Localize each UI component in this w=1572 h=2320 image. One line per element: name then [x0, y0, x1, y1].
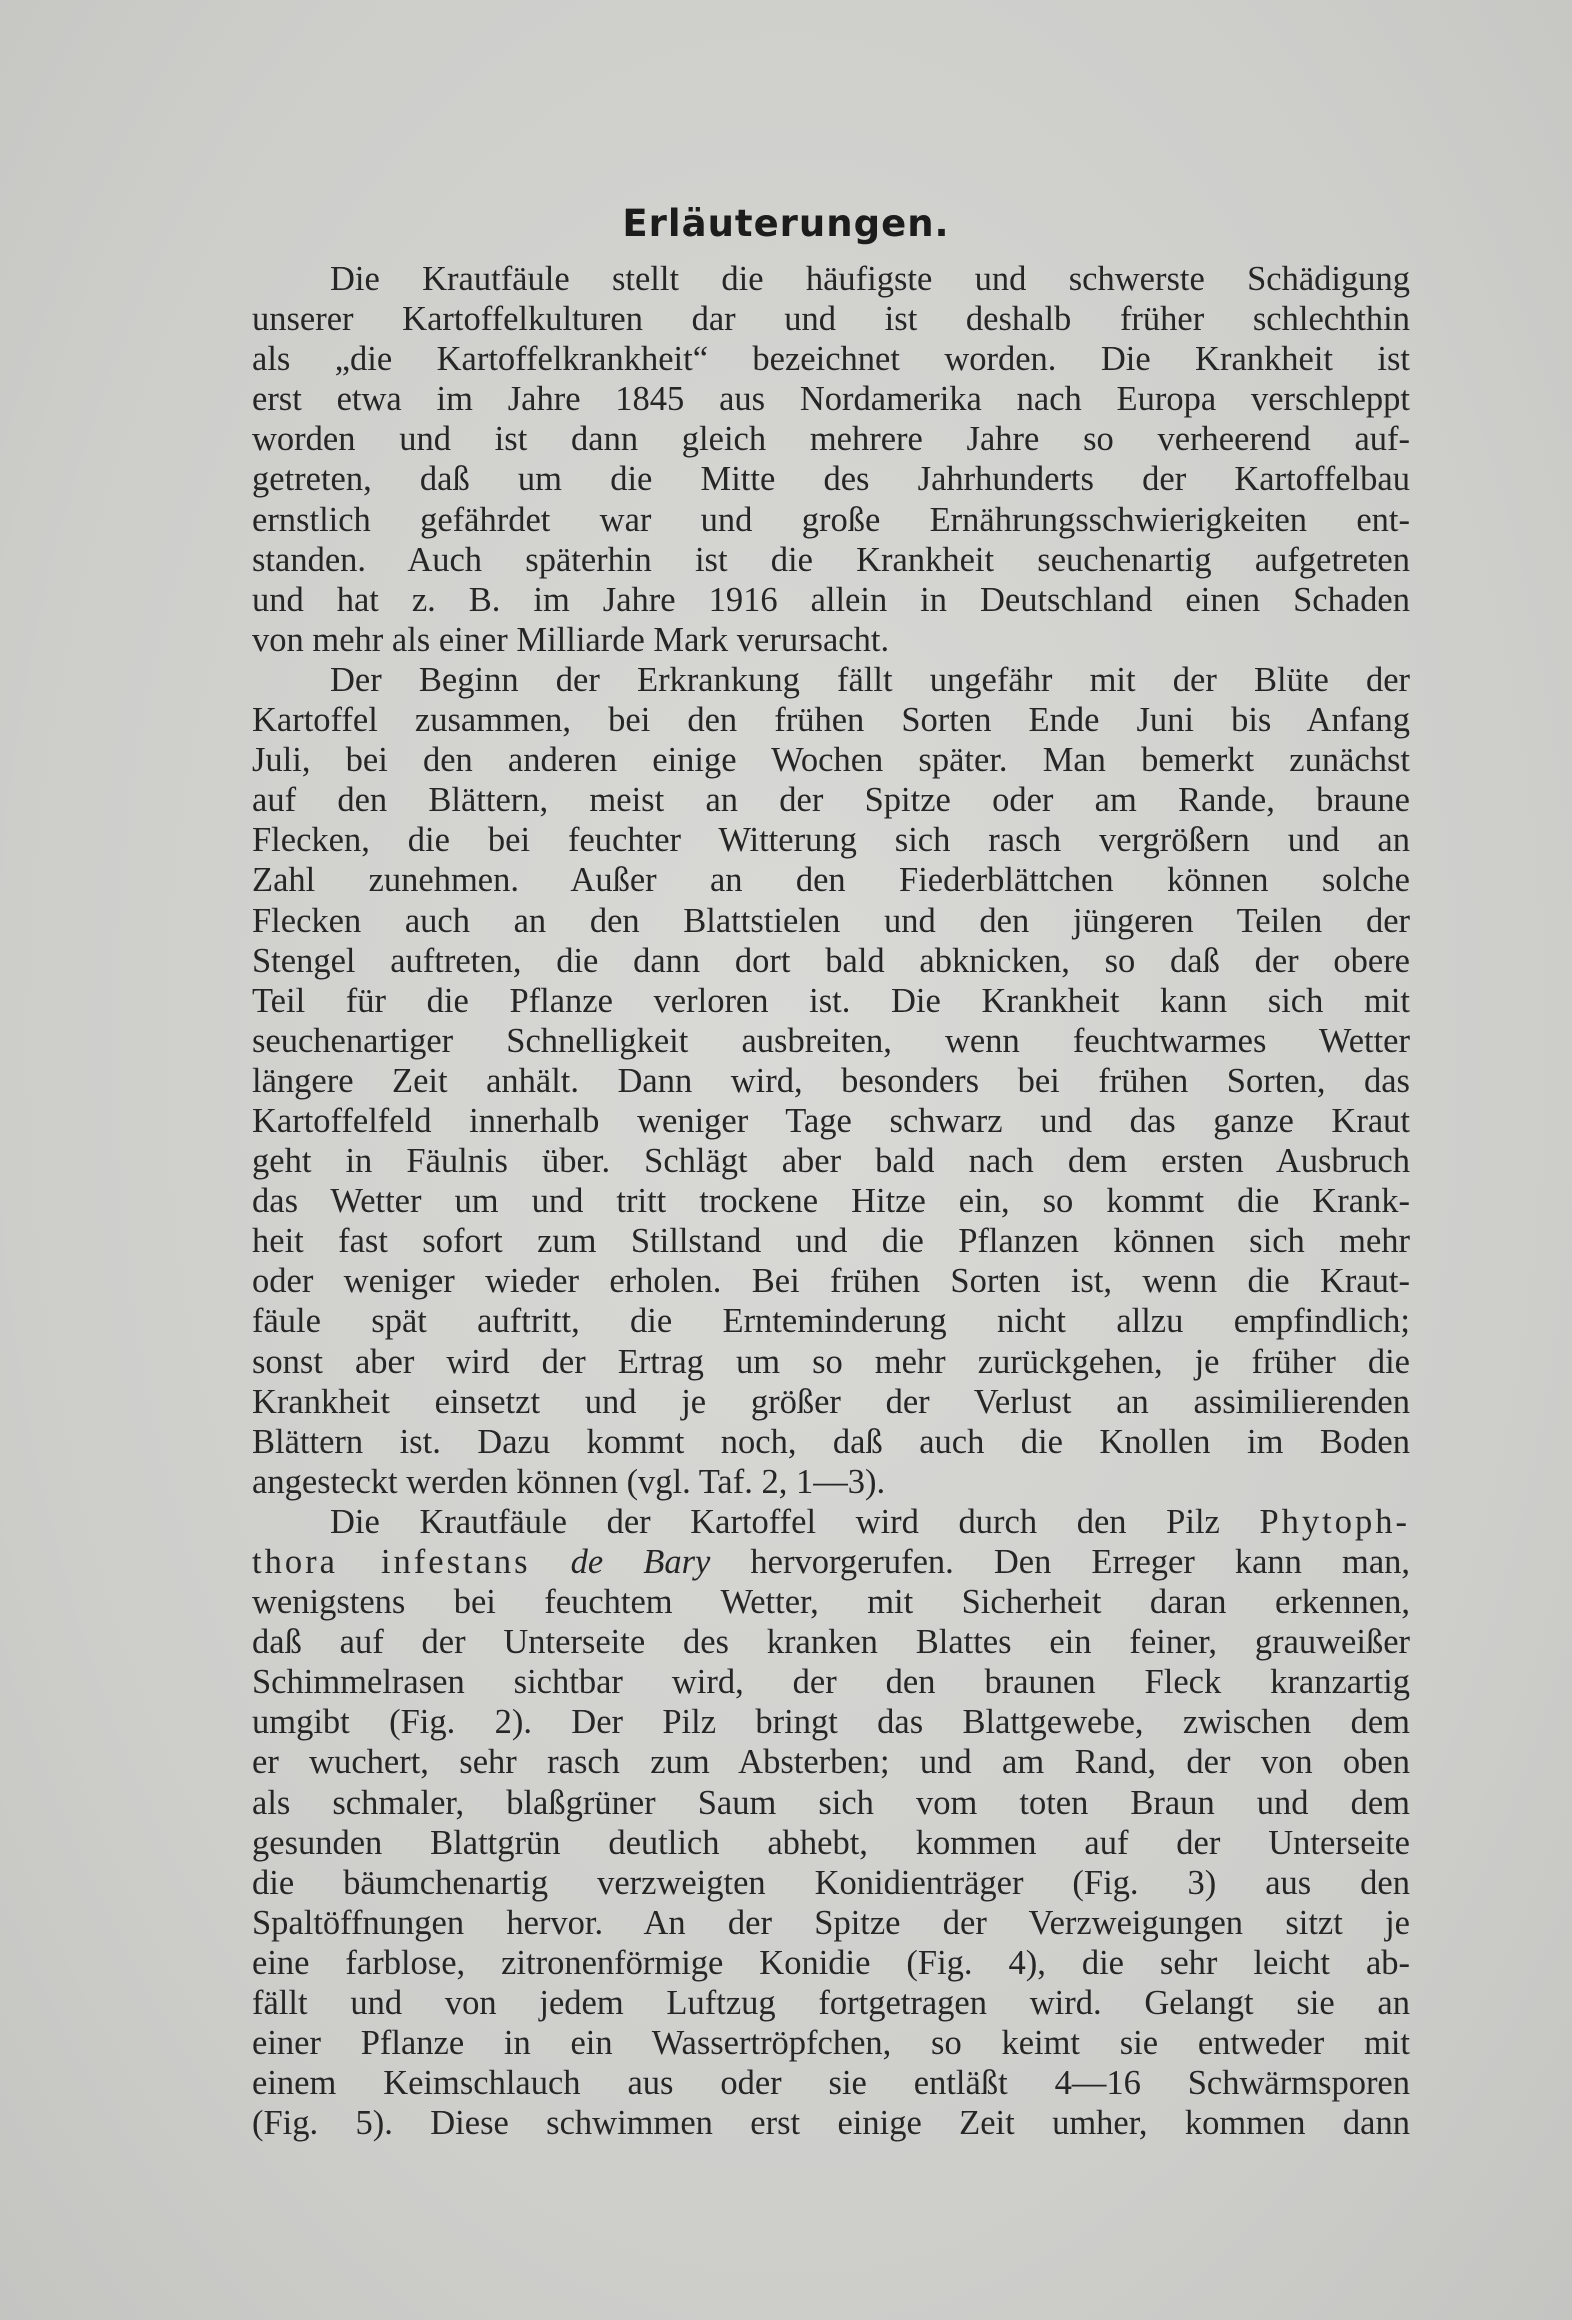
text-line: Juli, bei den anderen einige Wochen später. Man bemerkt zunächst	[252, 741, 1410, 780]
text-line: wenigstens bei feuchtem Wetter, mit Sicherheit daran erkennen,	[252, 1583, 1410, 1622]
text-line: Flecken auch an den Blattstielen und den jüngeren Teilen der	[252, 901, 1410, 940]
body-text	[252, 259, 1410, 2143]
text-line: umgibt (Fig. 2). Der Pilz bringt das Blattgewebe, zwischen dem	[252, 1703, 1410, 1742]
text-line: und hat z. B. im Jahre 1916 allein in Deutschland einen Schaden	[252, 580, 1410, 619]
text-line: fällt und von jedem Luftzug fortgetragen wird. Gelangt sie an	[252, 1984, 1410, 2023]
text-line: einer Pflanze in ein Wassertröpfchen, so keimt sie entweder mit	[252, 2024, 1410, 2063]
text-line: (Fig. 5). Diese schwimmen erst einige Zeit umher, kommen dann	[252, 2104, 1410, 2143]
text-segment	[531, 1543, 571, 1581]
text-line: seuchenartiger Schnelligkeit ausbreiten, wenn feuchtwarmes Wetter	[252, 1021, 1410, 1060]
text-line: das Wetter um und tritt trockene Hitze ein, so kommt die Krank-	[252, 1182, 1410, 1221]
text-line: getreten, daß um die Mitte des Jahrhunderts der Kartoffelbau	[252, 460, 1410, 499]
text-line: geht in Fäulnis über. Schlägt aber bald nach dem ersten Ausbruch	[252, 1142, 1410, 1181]
text-line: oder weniger wieder erholen. Bei frühen Sorten ist, wenn die Kraut-	[252, 1262, 1410, 1301]
text-line: Flecken, die bei feuchter Witterung sich rasch vergrößern und an	[252, 821, 1410, 860]
text-line: angesteckt werden können (vgl. Taf. 2, 1—3).	[252, 1462, 886, 1501]
text-line: daß auf der Unterseite des kranken Blattes ein feiner, grauweißer	[252, 1623, 1410, 1662]
text-line: Der Beginn der Erkrankung fällt ungefähr mit der Blüte der	[330, 660, 1410, 699]
text-line: einem Keimschlauch aus oder sie entläßt 4—16 Schwärmsporen	[252, 2064, 1410, 2103]
text-line: ernstlich gefährdet war und große Ernährungsschwierigkeiten ent-	[252, 500, 1410, 539]
text-line: fäule spät auftritt, die Ernteminderung nicht allzu empfindlich;	[252, 1302, 1410, 1341]
text-line: längere Zeit anhält. Dann wird, besonders bei frühen Sorten, das	[252, 1061, 1410, 1100]
text-line	[252, 1542, 1410, 1582]
page-title: Erläuterungen.	[622, 202, 950, 245]
text-line: standen. Auch späterhin ist die Krankheit seuchenartig aufgetreten	[252, 540, 1410, 579]
text-line: Teil für die Pflanze verloren ist. Die Krankheit kann sich mit	[252, 981, 1410, 1020]
text-line: als „die Kartoffelkrankheit“ bezeichnet worden. Die Krankheit ist	[252, 340, 1410, 379]
text-line: er wuchert, sehr rasch zum Absterben; und am Rand, der von oben	[252, 1743, 1410, 1782]
text-line: heit fast sofort zum Stillstand und die Pflanzen können sich mehr	[252, 1222, 1410, 1261]
species-name: Phytoph-	[1259, 1502, 1410, 1541]
text-line: worden und ist dann gleich mehrere Jahre so verheerend auf-	[252, 420, 1410, 459]
text-line: Kartoffel zusammen, bei den frühen Sorten Ende Juni bis Anfang	[252, 701, 1410, 740]
text-line: Blättern ist. Dazu kommt noch, daß auch die Knollen im Boden	[252, 1422, 1410, 1461]
text-segment: hervorgerufen. Den Erreger kann man,	[710, 1543, 1411, 1581]
text-line: auf den Blättern, meist an der Spitze oder am Rande, braune	[252, 781, 1410, 820]
text-line: gesunden Blattgrün deutlich abhebt, kommen auf der Unterseite	[252, 1823, 1410, 1862]
text-line: unserer Kartoffelkulturen dar und ist deshalb früher schlechthin	[252, 300, 1410, 339]
text-line: die bäumchenartig verzweigten Konidienträger (Fig. 3) aus den	[252, 1863, 1410, 1902]
text-line	[252, 1502, 1410, 1542]
text-line: als schmaler, blaßgrüner Saum sich vom toten Braun und dem	[252, 1783, 1410, 1822]
text-line: Zahl zunehmen. Außer an den Fiederblättchen können solche	[252, 861, 1410, 900]
species-name: thora infestans	[252, 1543, 531, 1581]
text-line: Kartoffelfeld innerhalb weniger Tage schwarz und das ganze Kraut	[252, 1101, 1410, 1140]
text-segment: Die Krautfäule der Kartoffel wird durch den Pilz	[330, 1502, 1260, 1541]
author-name: de Bary	[570, 1543, 711, 1581]
text-line: von mehr als einer Milliarde Mark verursacht.	[252, 620, 890, 659]
text-line: Krankheit einsetzt und je größer der Verlust an assimilierenden	[252, 1382, 1410, 1421]
text-line: Stengel auftreten, die dann dort bald abknicken, so daß der obere	[252, 941, 1410, 980]
text-line: Die Krautfäule stellt die häufigste und schwerste Schädigung	[330, 260, 1410, 298]
text-line: erst etwa im Jahre 1845 aus Nordamerika nach Europa verschleppt	[252, 380, 1410, 419]
text-line: Spaltöffnungen hervor. An der Spitze der Verzweigungen sitzt je	[252, 1903, 1410, 1942]
text-line: Schimmelrasen sichtbar wird, der den braunen Fleck kranzartig	[252, 1663, 1410, 1702]
text-line: eine farblose, zitronenförmige Konidie (Fig. 4), die sehr leicht ab-	[252, 1943, 1410, 1982]
text-line: sonst aber wird der Ertrag um so mehr zurückgehen, je früher die	[252, 1342, 1410, 1381]
